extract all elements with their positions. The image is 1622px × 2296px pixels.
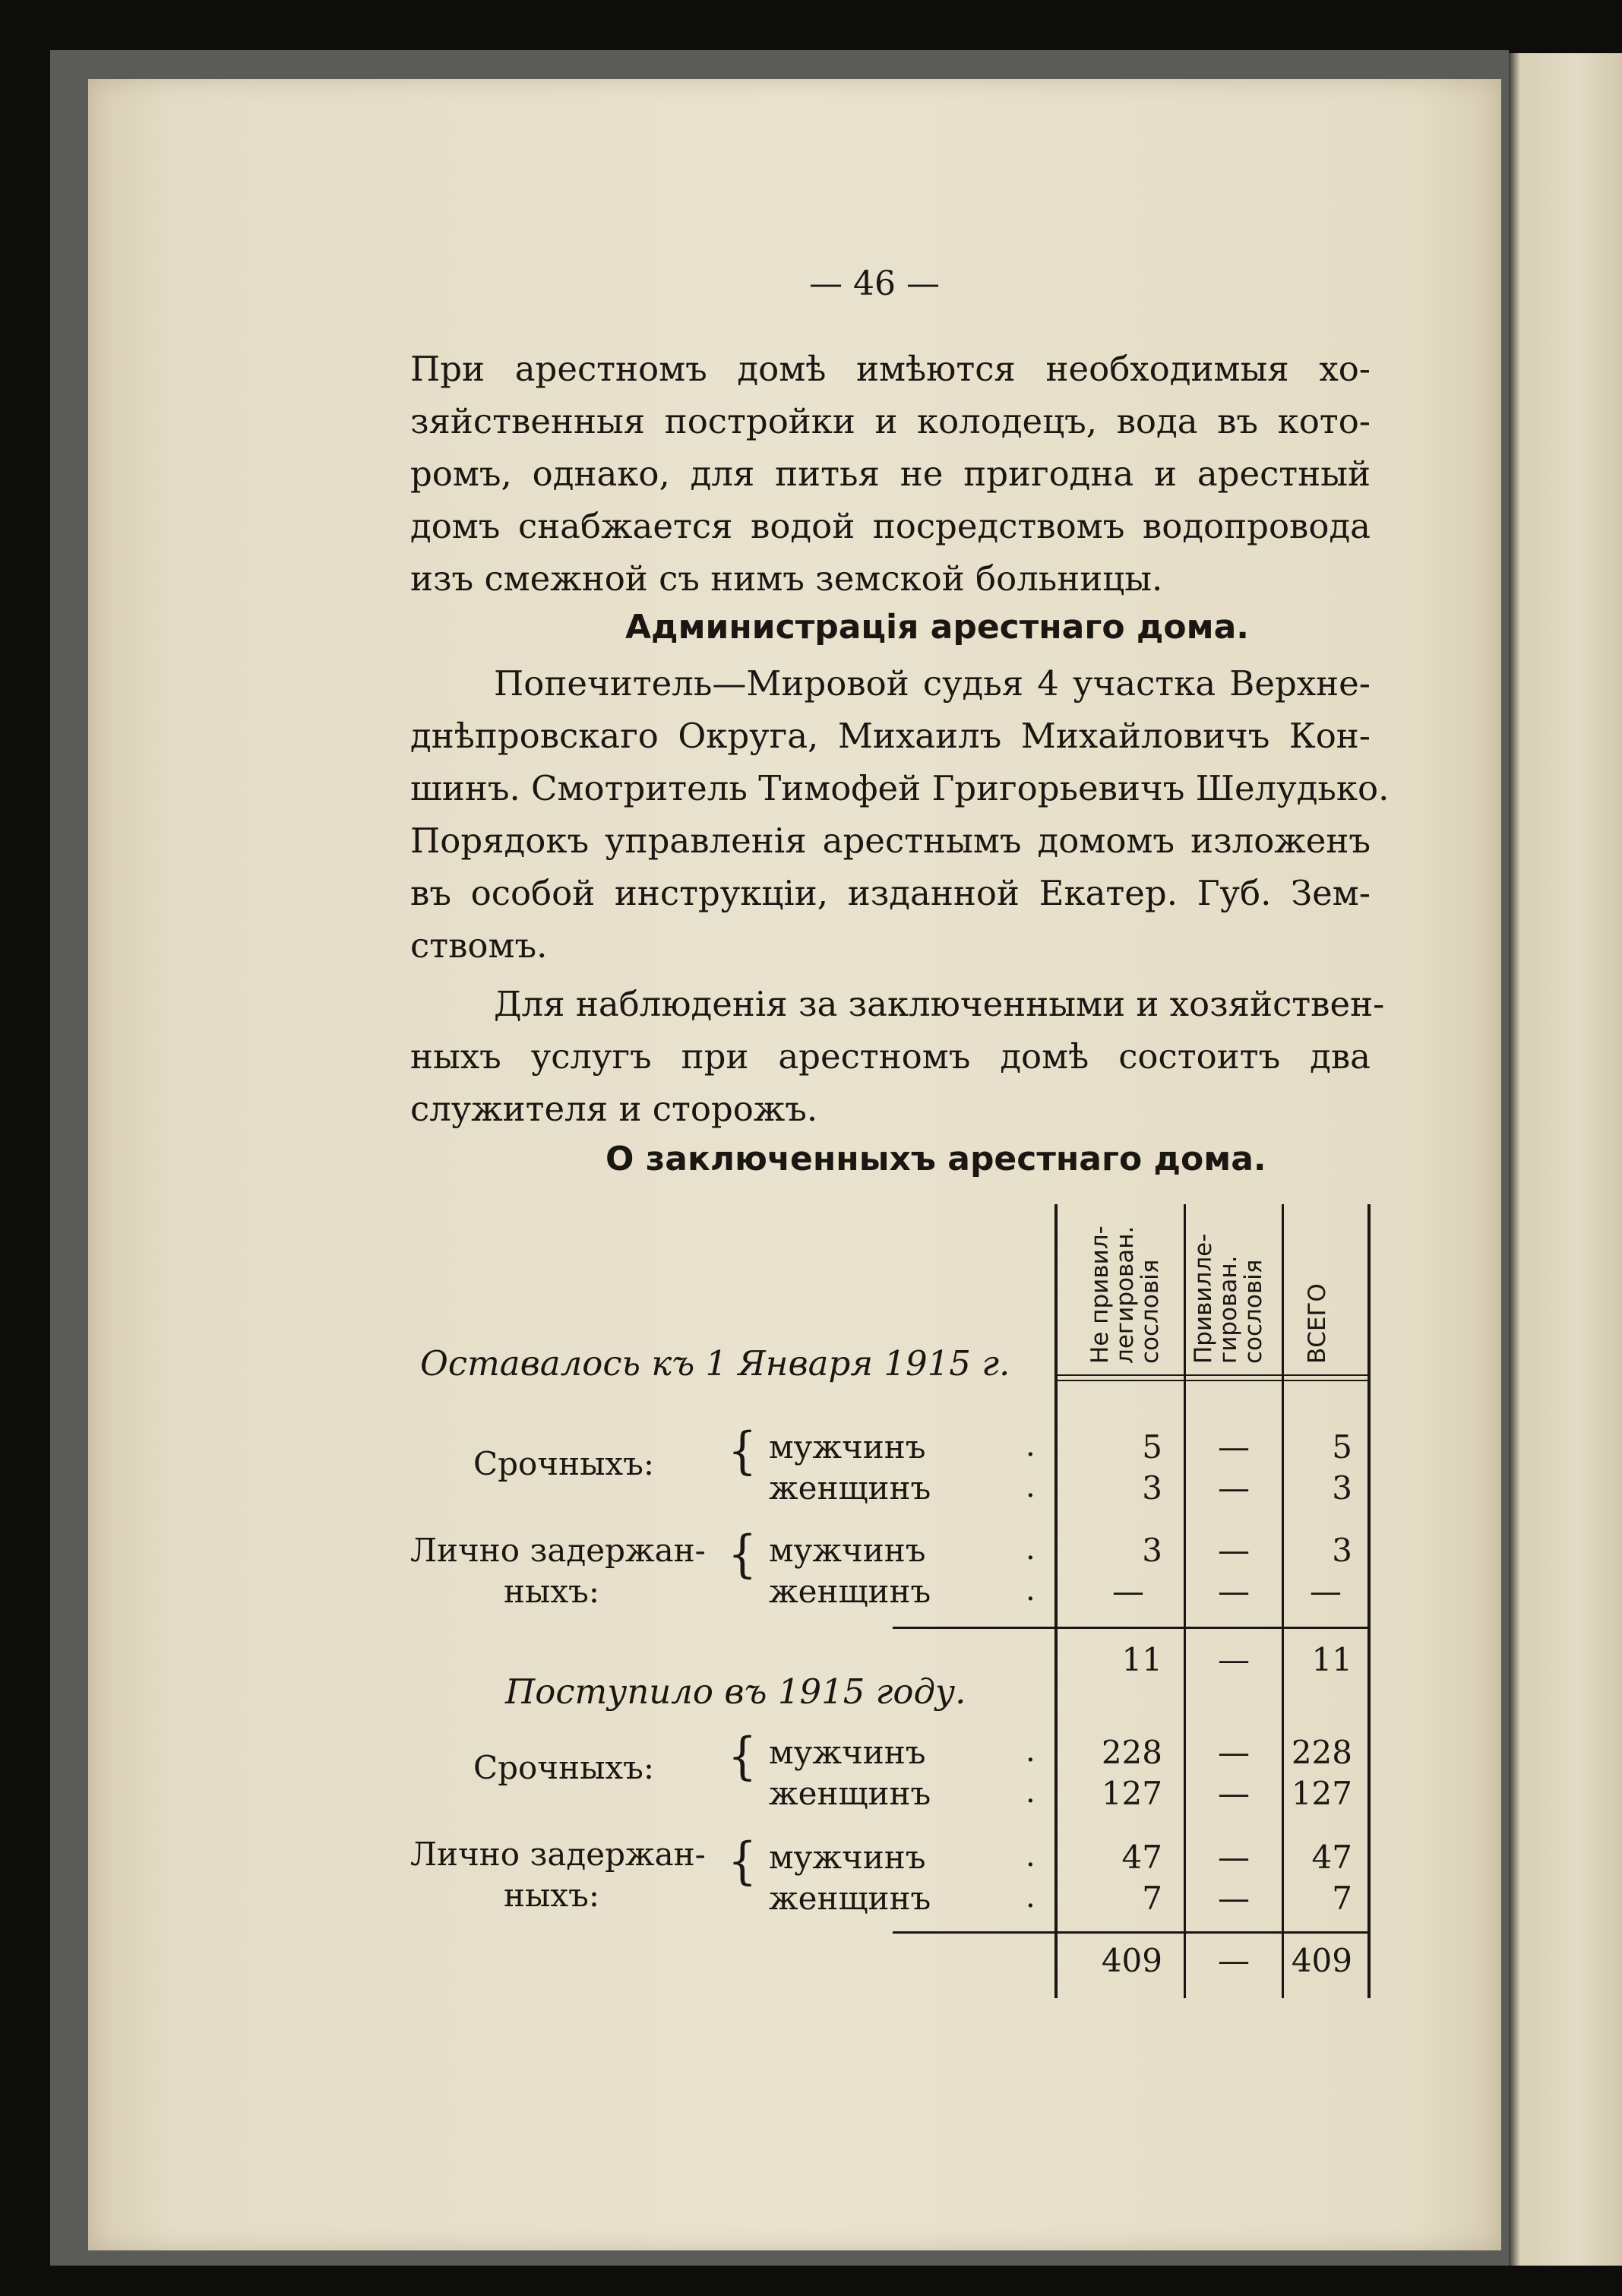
s2-total-all: 409 (1291, 1942, 1352, 1979)
para2-line2: днѣпровскаго Округа, Михаилъ Михайловичъ Кон- (410, 716, 1371, 756)
group-srochnykh-2: Срочныхъ: (473, 1749, 655, 1786)
s1-men-dot: . (1026, 1428, 1035, 1463)
group-lichno-1a: Лично задержан- (410, 1532, 706, 1569)
s1-lich-women-np: — (1112, 1573, 1144, 1610)
s2-sroch-women-np: 127 (1101, 1775, 1162, 1812)
s1-total-all: 11 (1311, 1641, 1352, 1678)
s2-l-women-dot: . (1026, 1880, 1035, 1915)
heading-prisoners: О заключенныхъ арестнаго дома. (605, 1140, 1266, 1178)
group-lichno-2a: Лично задержан- (410, 1836, 706, 1873)
brace-4: { (728, 1832, 757, 1891)
s1-lich-men-total: 3 (1332, 1532, 1352, 1569)
s1-lich-men-p: — (1218, 1532, 1250, 1569)
s2-men-dot: . (1026, 1734, 1035, 1769)
s1-l-men-dot: . (1026, 1532, 1035, 1567)
table-rule-left (1054, 1204, 1058, 1998)
s1-lich-women-total: — (1310, 1573, 1342, 1610)
group-lichno-2b: ныхъ: (504, 1877, 599, 1914)
s1-total-np: 11 (1121, 1641, 1162, 1678)
table-header-rule-b (1054, 1380, 1371, 1381)
para1-line3: ромъ, однако, для питья не пригодна и арестный (410, 454, 1371, 494)
s1-l-men-label: мужчинъ (769, 1532, 926, 1569)
para1-line5: изъ смежной съ нимъ земской больницы. (410, 558, 1163, 599)
para3-line1: Для наблюденія за заключенными и хозяйствен- (494, 984, 1385, 1024)
s1-lich-men-np: 3 (1142, 1532, 1162, 1569)
s2-women-dot: . (1026, 1775, 1035, 1810)
col-header-total: ВСЕГО (1304, 1283, 1331, 1364)
s2-sroch-men-np: 228 (1101, 1734, 1162, 1771)
para2-line1: Попечитель—Мировой судья 4 участка Верхне- (494, 663, 1371, 704)
s2-sroch-men-total: 228 (1291, 1734, 1352, 1771)
para2-line3: шинъ. Смотритель Тимофей Григорьевичъ Шелудько. (410, 768, 1390, 808)
s1-men-label: мужчинъ (769, 1428, 926, 1466)
brace-1: { (728, 1422, 757, 1481)
col-header-privileged: Привилле- гирован. сословія (1190, 1233, 1267, 1364)
s2-sroch-women-total: 127 (1291, 1775, 1352, 1812)
col-header-nonprivileged: Не привил- легирован. сословія (1086, 1225, 1164, 1364)
section1-title: Оставалось къ 1 Января 1915 г. (420, 1343, 1010, 1384)
s2-lich-men-p: — (1218, 1839, 1250, 1876)
s1-l-women-label: женщинъ (769, 1573, 931, 1610)
s1-sroch-men-total: 5 (1332, 1428, 1352, 1466)
s2-men-label: мужчинъ (769, 1734, 926, 1771)
s1-sroch-women-total: 3 (1332, 1469, 1352, 1507)
s2-women-label: женщинъ (769, 1775, 931, 1812)
s2-lich-women-np: 7 (1142, 1880, 1162, 1917)
s1-women-label: женщинъ (769, 1469, 931, 1507)
section2-title: Поступило въ 1915 году. (505, 1671, 966, 1712)
s2-lich-men-np: 47 (1121, 1839, 1162, 1876)
s2-total-p: — (1218, 1942, 1250, 1979)
group-lichno-1b: ныхъ: (504, 1573, 599, 1610)
para2-line5: въ особой инструкціи, изданной Екатер. Губ. Зем- (410, 873, 1371, 913)
para3-line3: служителя и сторожъ. (410, 1089, 818, 1129)
para1-line2: зяйственныя постройки и колодецъ, вода въ кото- (410, 401, 1371, 441)
brace-2: { (728, 1525, 757, 1584)
page-number: — 46 — (809, 264, 940, 303)
next-page-edge (1509, 53, 1622, 2266)
s1-total-p: — (1218, 1641, 1250, 1678)
subtotal-rule-1 (893, 1627, 1371, 1629)
brace-3: { (728, 1727, 757, 1786)
s2-l-men-label: мужчинъ (769, 1839, 926, 1876)
para2-line4: Порядокъ управленія арестнымъ домомъ изложенъ (410, 821, 1371, 861)
para1-line4: домъ снабжается водой посредствомъ водопровода (410, 506, 1371, 546)
subtotal-rule-2 (893, 1931, 1371, 1934)
s1-lich-women-p: — (1218, 1573, 1250, 1610)
s2-l-men-dot: . (1026, 1839, 1035, 1874)
para2-line6: ствомъ. (410, 925, 548, 966)
s1-sroch-men-np: 5 (1142, 1428, 1162, 1466)
s2-lich-women-total: 7 (1332, 1880, 1352, 1917)
s1-sroch-men-p: — (1218, 1428, 1250, 1466)
para1-line1: При арестномъ домѣ имѣются необходимыя хо- (410, 349, 1371, 389)
heading-administration: Администрація арестнаго дома. (625, 608, 1250, 647)
s1-sroch-women-p: — (1218, 1469, 1250, 1507)
s2-lich-men-total: 47 (1311, 1839, 1352, 1876)
group-srochnykh-1: Срочныхъ: (473, 1445, 655, 1482)
s2-total-np: 409 (1101, 1942, 1162, 1979)
s1-sroch-women-np: 3 (1142, 1469, 1162, 1507)
s1-l-women-dot: . (1026, 1573, 1035, 1608)
s2-l-women-label: женщинъ (769, 1880, 931, 1917)
s2-lich-women-p: — (1218, 1880, 1250, 1917)
s1-women-dot: . (1026, 1469, 1035, 1504)
s2-sroch-men-p: — (1218, 1734, 1250, 1771)
s2-sroch-women-p: — (1218, 1775, 1250, 1812)
table-header-rule-a (1054, 1374, 1371, 1376)
table-rule-right (1367, 1204, 1371, 1998)
para3-line2: ныхъ услугъ при арестномъ домѣ состоитъ два (410, 1036, 1371, 1077)
